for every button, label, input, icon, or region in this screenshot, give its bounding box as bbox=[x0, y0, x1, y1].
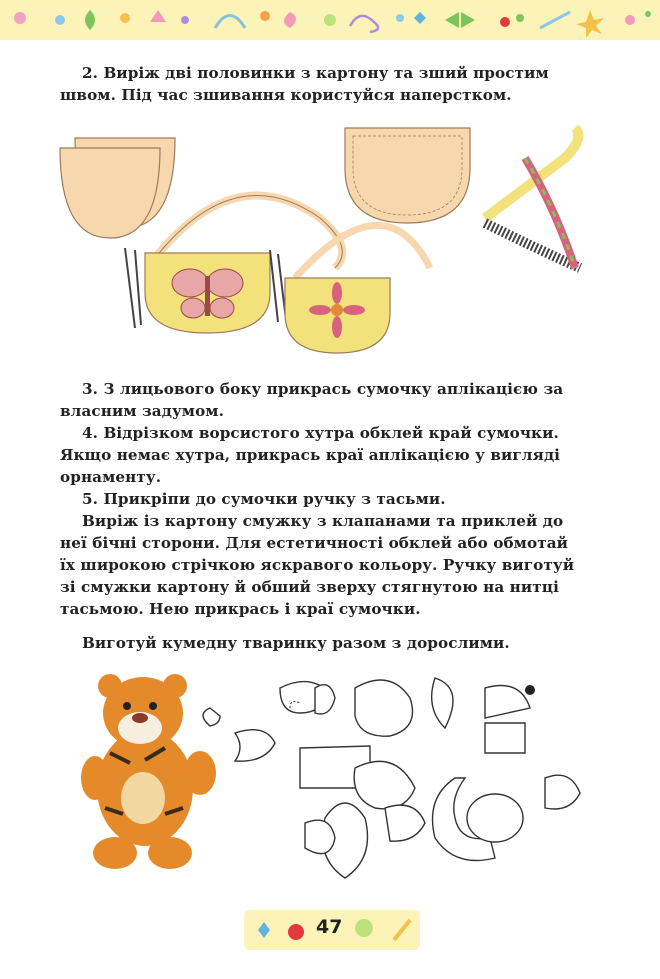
page-number: 47 bbox=[316, 916, 343, 938]
step-3-line-1: 3. З лицьового боку прикрась сумочку аплікацією за bbox=[82, 380, 564, 398]
tiger-pattern-icon bbox=[55, 668, 615, 883]
paragraph-line-1: Виріж із картону смужку з клапанами та приклей до bbox=[82, 512, 564, 530]
step-4-line-2: Якщо немає хутра, прикрась краї аплікацією у вигляді bbox=[60, 446, 561, 464]
step-4-line-3: орнаменту. bbox=[60, 468, 162, 486]
step-2-text bbox=[60, 62, 622, 106]
tiger-illustration bbox=[55, 668, 615, 887]
step-2-line-2: швом. Під час зшивання користуйся наперстком. bbox=[60, 86, 512, 104]
step-2-line-1: 2. Виріж дві половинки з картону та зший простим bbox=[82, 64, 549, 82]
paragraph-line-2: неї бічні сторони. Для естетичності обклей або обмотай bbox=[60, 534, 569, 552]
step-3-line-2: власним задумом. bbox=[60, 402, 224, 420]
paragraph-line-3: їх широкою стрічкою яскравого кольору. Ручку виготуй bbox=[60, 556, 575, 574]
step-4-line-1: 4. Відрізком ворсистого хутра обклей край сумочки. bbox=[82, 424, 559, 442]
decorative-top-border bbox=[0, 0, 660, 40]
final-instruction bbox=[82, 632, 622, 654]
border-ornaments-icon bbox=[0, 0, 660, 40]
step-5-line-1: 5. Прикріпи до сумочки ручку з тасьми. bbox=[82, 490, 446, 508]
bag-pattern-icon bbox=[55, 118, 615, 366]
paragraph-line-5: тасьмою. Нею прикрась і краї сумочки. bbox=[60, 600, 421, 618]
final-line: Виготуй кумедну тваринку разом з дорослими. bbox=[82, 634, 510, 652]
paragraph-line-4: зі смужки картону й обший зверху стягнутою на нитці bbox=[60, 578, 559, 596]
steps-3-5-text bbox=[60, 378, 622, 620]
bag-illustration bbox=[55, 118, 615, 370]
page-number-area bbox=[244, 910, 420, 950]
